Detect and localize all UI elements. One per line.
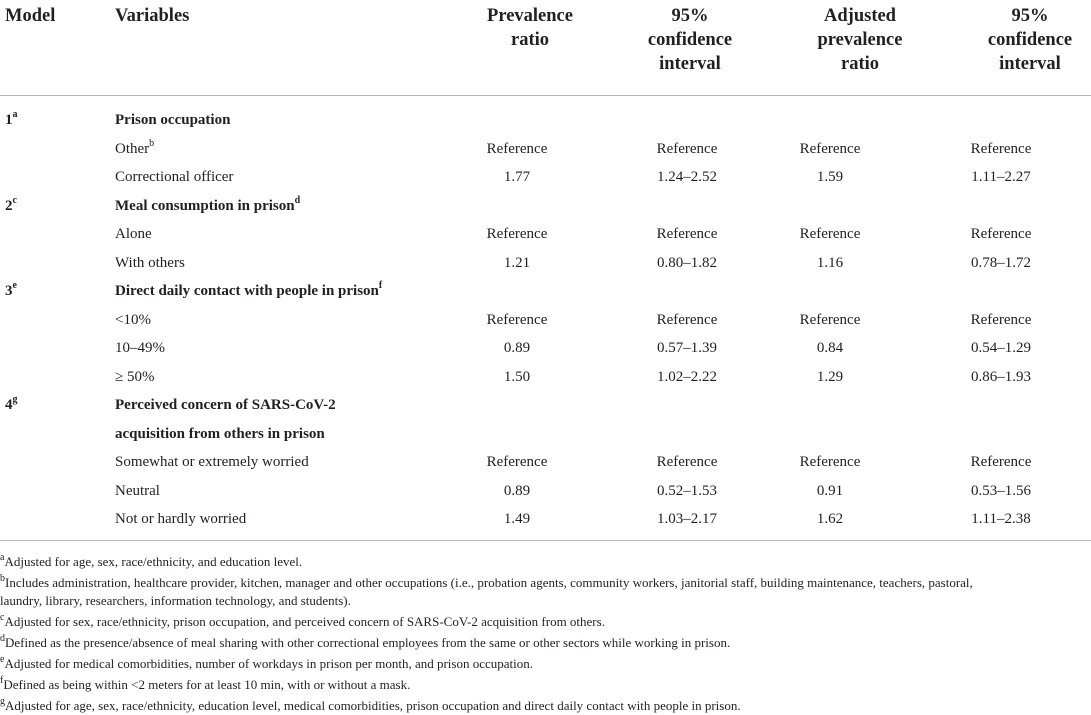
table-row (0, 481, 1091, 509)
header-model: Model (5, 6, 56, 26)
ci-value: Reference (656, 454, 718, 470)
header-adjusted-prevalence-ratio: Adjusted prevalence ratio (817, 6, 903, 74)
ci-value: Reference (656, 140, 718, 157)
adjusted-ci-value: 0.54–1.29 (971, 340, 1031, 356)
table-header (0, 0, 1091, 95)
variable-label-text: Somewhat or extremely worried (115, 454, 309, 470)
variable-label-text: Not or hardly worried (115, 511, 247, 527)
model-number-text: 4 (5, 397, 13, 413)
adjusted-ci-value: 0.53–1.56 (971, 482, 1031, 499)
prevalence-ratio-value: Reference (486, 454, 548, 470)
variable-label-text: 10–49% (115, 340, 165, 356)
adjusted-ci-value: 0.86–1.93 (971, 368, 1031, 385)
model-number (5, 196, 17, 216)
adjusted-prevalence-ratio-value: 1.59 (816, 169, 844, 185)
model-number (5, 281, 17, 301)
table-row (0, 310, 1091, 338)
table-row (0, 224, 1091, 252)
header-ci: 95% confidence interval (647, 6, 733, 74)
table-row (0, 253, 1091, 281)
model-footnote-mark: c (12, 194, 17, 206)
footnote-text: Adjusted for age, sex, race/ethnicity, and education level. (4, 554, 303, 569)
model-number-text: 1 (5, 112, 13, 128)
variable-footnote-mark: b (149, 137, 155, 149)
adjusted-prevalence-ratio-value: Reference (799, 226, 861, 242)
model-heading-row (0, 281, 1091, 309)
variable-label (115, 310, 151, 330)
model-title (115, 395, 336, 415)
ci-value: 0.80–1.82 (657, 254, 717, 271)
prevalence-ratio-value: Reference (486, 311, 548, 328)
adjusted-prevalence-ratio-value: 0.84 (816, 340, 844, 356)
prevalence-ratio-value: 1.21 (503, 254, 531, 271)
table-row (0, 452, 1091, 480)
variable-label-text: <10% (115, 311, 151, 328)
model-number (5, 395, 18, 415)
model-title-footnote-mark: d (294, 194, 301, 206)
footnote (0, 676, 1091, 694)
footnote-mark: b (0, 572, 5, 584)
footnote (0, 634, 1091, 652)
ci-value: Reference (656, 311, 718, 328)
variable-label-text: With others (115, 254, 185, 271)
table-row (0, 139, 1091, 167)
variable-label (115, 253, 185, 273)
model-heading-row-continued (0, 424, 1091, 452)
adjusted-prevalence-ratio-value: 1.16 (816, 254, 844, 271)
header-divider (0, 95, 1091, 96)
ci-value: 1.03–2.17 (657, 511, 717, 527)
table-bottom-divider (0, 540, 1091, 541)
adjusted-prevalence-ratio-value: Reference (799, 140, 861, 157)
footnote (0, 613, 1091, 631)
footnote-mark: f (0, 674, 4, 686)
footnote-mark: d (0, 632, 5, 644)
model-footnote-mark: e (12, 280, 17, 291)
footnote (0, 553, 1091, 571)
footnote-mark: e (0, 653, 5, 665)
adjusted-prevalence-ratio-value: 0.91 (816, 482, 844, 499)
prevalence-ratio-value: Reference (486, 226, 548, 242)
adjusted-prevalence-ratio-value: 1.62 (816, 511, 844, 527)
model-title-line2: acquisition from others in prison (115, 425, 325, 442)
footnote-mark: a (0, 551, 5, 563)
footnote (0, 574, 1091, 592)
variable-label (115, 224, 152, 244)
model-title-text: Prison occupation (115, 112, 231, 128)
model-title-footnote-mark: f (378, 280, 383, 291)
model-number-text: 3 (5, 283, 13, 299)
prevalence-ratio-value: Reference (486, 140, 548, 157)
ci-value: 0.52–1.53 (657, 482, 717, 499)
variable-label-text: Neutral (115, 482, 160, 499)
model-footnote-mark: a (12, 109, 18, 120)
footnote (0, 697, 1091, 715)
ci-value: 0.57–1.39 (657, 340, 717, 356)
variable-label (115, 367, 154, 387)
table-row (0, 338, 1091, 366)
footnote-text: Includes administration, healthcare provider, kitchen, manager and other occupations (i.e., probation agents, community workers, janitorial staff, building maintenance, teachers, pastoral, (5, 575, 973, 590)
adjusted-ci-value: Reference (970, 140, 1032, 157)
footnote-text: Adjusted for medical comorbidities, number of workdays in prison per month, and prison occupation. (4, 656, 534, 671)
prevalence-ratio-value: 0.89 (503, 482, 531, 499)
variable-label-text: Alone (115, 226, 152, 242)
variable-label (115, 167, 233, 187)
model-title-text: Direct daily contact with people in prison (115, 283, 379, 299)
adjusted-ci-value: Reference (970, 226, 1032, 242)
ci-value: 1.02–2.22 (657, 368, 717, 385)
model-number (5, 110, 18, 130)
adjusted-ci-value: 1.11–2.27 (971, 169, 1031, 185)
prevalence-ratio-value: 1.77 (503, 169, 531, 185)
adjusted-prevalence-ratio-value: Reference (799, 454, 861, 470)
model-title-text: Perceived concern of SARS-CoV-2 (115, 397, 336, 413)
adjusted-ci-value: 1.11–2.38 (971, 511, 1031, 527)
table-row (0, 367, 1091, 395)
prevalence-ratio-value: 0.89 (503, 340, 531, 356)
adjusted-prevalence-ratio-value: 1.29 (816, 368, 844, 385)
variable-label (115, 139, 154, 159)
prevalence-ratio-value: 1.49 (503, 511, 531, 527)
model-heading-row (0, 395, 1091, 423)
model-title (115, 110, 230, 130)
footnote-mark: g (0, 695, 5, 707)
model-title (115, 281, 382, 301)
table-row (0, 167, 1091, 195)
ci-value: 1.24–2.52 (657, 169, 717, 185)
adjusted-ci-value: 0.78–1.72 (971, 254, 1031, 271)
model-title-text: Meal consumption in prison (115, 197, 295, 214)
footnote-text: Defined as being within <2 meters for at least 10 min, with or without a mask. (3, 677, 411, 692)
table-row (0, 509, 1091, 537)
variable-label-text: ≥ 50% (115, 368, 155, 385)
header-adjusted-ci: 95% confidence interval (987, 6, 1073, 74)
variable-label (115, 338, 165, 358)
variable-label (115, 509, 246, 529)
footnote-text: Adjusted for age, sex, race/ethnicity, education level, medical comorbidities, prison occupation and direct daily contact with people in prison. (5, 698, 741, 713)
footnote-continued: laundry, library, researchers, information technology, and students). (0, 593, 351, 608)
footnote-text: Defined as the presence/absence of meal sharing with other correctional employees from the same or other sectors while working in prison. (5, 635, 731, 650)
model-footnote-mark: g (12, 394, 18, 405)
model-heading-row (0, 196, 1091, 224)
variable-label (115, 452, 309, 472)
footnote (0, 655, 1091, 673)
footnote-mark: c (0, 611, 5, 623)
header-variables: Variables (115, 6, 190, 26)
adjusted-ci-value: Reference (970, 311, 1032, 328)
variable-label-text: Correctional officer (115, 169, 234, 185)
model-heading-row (0, 110, 1091, 138)
ci-value: Reference (656, 226, 718, 242)
variable-label-text: Other (115, 140, 150, 157)
prevalence-ratio-value: 1.50 (503, 368, 531, 385)
footnote-text: Adjusted for sex, race/ethnicity, prison occupation, and perceived concern of SARS-CoV-2 acquisition from others. (4, 614, 605, 629)
variable-label (115, 481, 160, 501)
model-title (115, 196, 300, 216)
adjusted-ci-value: Reference (970, 454, 1032, 470)
header-prevalence-ratio: Prevalence ratio (487, 6, 573, 50)
adjusted-prevalence-ratio-value: Reference (799, 311, 861, 328)
model-number-text: 2 (5, 197, 13, 214)
